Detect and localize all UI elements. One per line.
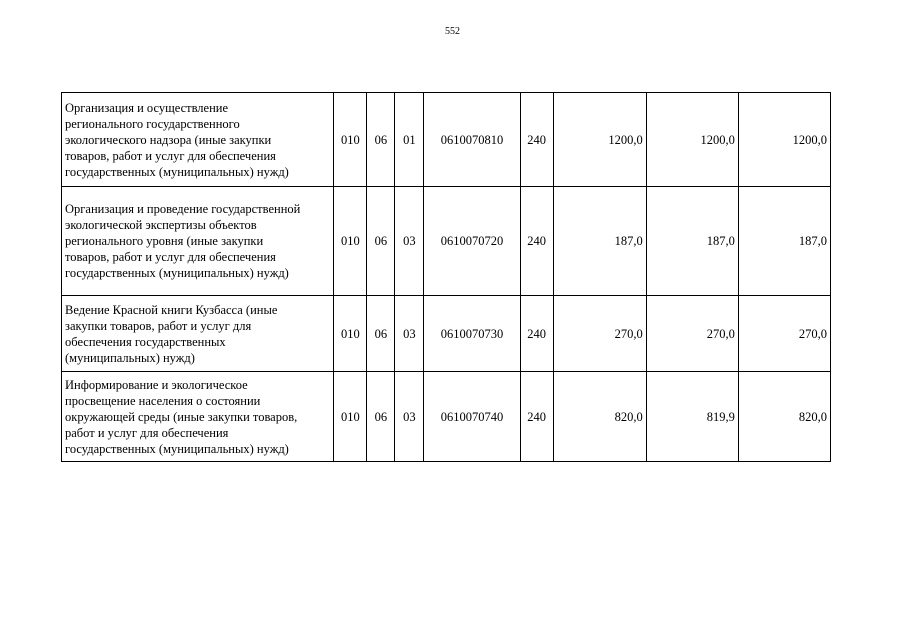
row-name-line: регионального государственного (65, 116, 240, 131)
subsection-code-cell: 03 (395, 296, 424, 372)
target-code-cell: 0610070810 (424, 93, 520, 187)
row-name-line: работ и услуг для обеспечения (65, 425, 229, 440)
row-name-line: экологического надзора (иные закупки (65, 132, 272, 147)
page-number: 552 (445, 26, 460, 37)
row-name-cell (62, 372, 334, 462)
section-code-cell: 06 (367, 296, 395, 372)
amount-cell-1: 270,0 (553, 296, 646, 372)
row-name-line: Информирование и экологическое (65, 377, 248, 392)
budget-table (61, 92, 831, 462)
table-row (62, 187, 831, 296)
row-name-line: государственных (муниципальных) нужд) (65, 441, 289, 456)
amount-cell-2: 270,0 (646, 296, 738, 372)
expense-type-cell: 240 (520, 296, 553, 372)
table-row (62, 296, 831, 372)
row-name-line: Организация и проведение государственной (65, 202, 301, 216)
target-code-cell: 0610070740 (424, 372, 520, 462)
row-name-line: обеспечения государственных (65, 334, 226, 349)
row-name-line: окружающей среды (иные закупки товаров, (65, 409, 298, 424)
subsection-code-cell: 01 (395, 93, 424, 187)
target-code-cell: 0610070730 (424, 296, 520, 372)
row-name-line: регионального уровня (иные закупки (65, 234, 264, 248)
amount-cell-3: 1200,0 (738, 93, 830, 187)
section-code-cell: 06 (367, 372, 395, 462)
section-code-cell: 06 (367, 93, 395, 187)
ministry-code-cell: 010 (334, 187, 367, 296)
amount-cell-2: 819,9 (646, 372, 738, 462)
row-name-cell (62, 187, 334, 296)
expense-type-cell: 240 (520, 93, 553, 187)
row-name-line: Ведение Красной книги Кузбасса (иные (65, 302, 278, 317)
subsection-code-cell: 03 (395, 372, 424, 462)
row-name-line: товаров, работ и услуг для обеспечения (65, 148, 276, 163)
target-code-cell: 0610070720 (424, 187, 520, 296)
table-row (62, 372, 831, 462)
table-row (62, 93, 831, 187)
ministry-code-cell: 010 (334, 93, 367, 187)
row-name-line: товаров, работ и услуг для обеспечения (65, 250, 276, 264)
row-name-line: просвещение населения о состоянии (65, 393, 261, 408)
expense-type-cell: 240 (520, 372, 553, 462)
row-name-cell (62, 296, 334, 372)
ministry-code-cell: 010 (334, 296, 367, 372)
amount-cell-2: 1200,0 (646, 93, 738, 187)
amount-cell-1: 1200,0 (553, 93, 646, 187)
amount-cell-2: 187,0 (646, 187, 738, 296)
amount-cell-3: 820,0 (738, 372, 830, 462)
section-code-cell: 06 (367, 187, 395, 296)
amount-cell-3: 270,0 (738, 296, 830, 372)
row-name-cell (62, 93, 334, 187)
row-name-line: экологической экспертизы объектов (65, 218, 257, 232)
amount-cell-1: 187,0 (553, 187, 646, 296)
row-name-line: государственных (муниципальных) нужд) (65, 266, 289, 280)
row-name-line: Организация и осуществление (65, 100, 229, 115)
ministry-code-cell: 010 (334, 372, 367, 462)
expense-type-cell: 240 (520, 187, 553, 296)
row-name-line: государственных (муниципальных) нужд) (65, 164, 289, 179)
row-name-line: закупки товаров, работ и услуг для (65, 318, 252, 333)
subsection-code-cell: 03 (395, 187, 424, 296)
amount-cell-3: 187,0 (738, 187, 830, 296)
row-name-line: (муниципальных) нужд) (65, 350, 195, 365)
amount-cell-1: 820,0 (553, 372, 646, 462)
